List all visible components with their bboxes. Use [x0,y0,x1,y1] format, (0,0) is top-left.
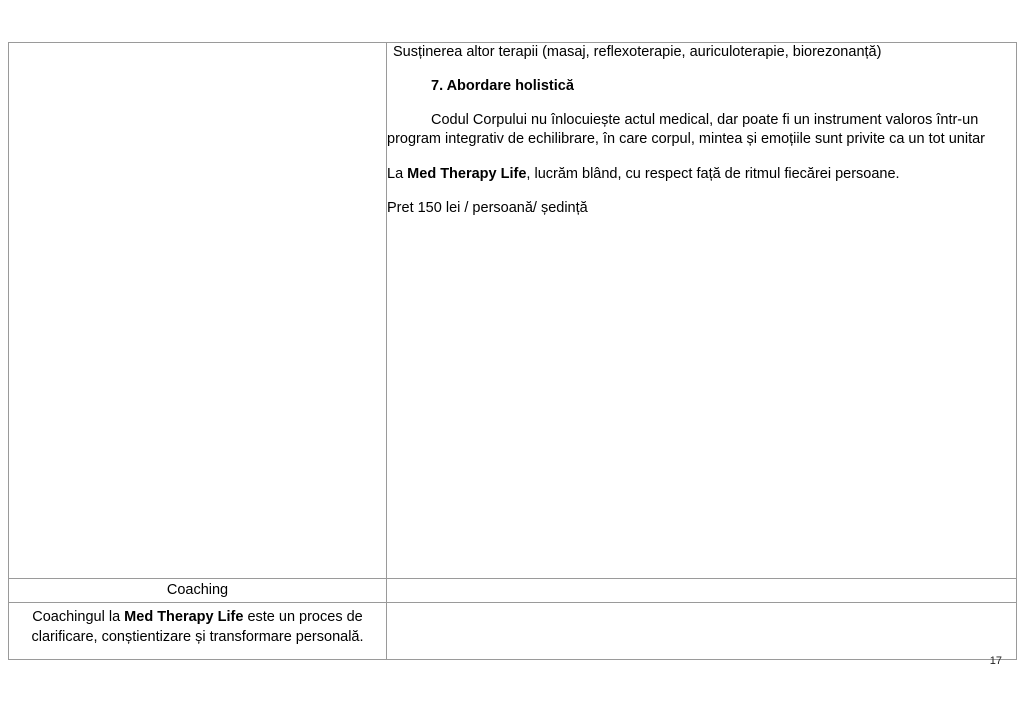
brand-statement-prefix: La [387,165,408,182]
price-line: Pret 150 lei / persoană/ ședință [387,199,588,216]
coaching-right-cell [387,579,1017,603]
brand-statement-line [387,165,1016,184]
page-number: 17 [989,655,1002,667]
table-row [9,603,1017,660]
coaching-desc-right-cell [387,603,1017,660]
main-left-cell [9,43,387,579]
brand-name: Med Therapy Life [407,165,527,182]
coaching-description-suffix: este un proces de clarificare, conștientizare și transformare personală. [31,609,364,645]
empty-left-content [9,43,386,578]
section-heading-holistic: 7. Abordare holistică [431,78,574,95]
coaching-description-prefix: Coachingul la [32,609,125,625]
holistic-paragraph: Codul Corpului nu înlocuiește actul medical, dar poate fi un instrument valoros într-un program integrativ de echilibrare, în care corpul, mintea și emoțiile sunt privite ca un tot unitar [387,112,986,148]
brand-statement-suffix: , lucrăm blând, cu respect față de ritmul fiecărei persoane. [526,165,900,182]
coaching-label-cell: Coaching [9,579,387,603]
table-row [9,579,1017,603]
table-body [9,43,1017,660]
content-table [8,42,1017,660]
support-therapies-line: Susținerea altor terapii (masaj, reflexoterapie, auriculoterapie, biorezonanță) [393,44,882,60]
table-row [9,43,1017,579]
coaching-description-cell [9,603,387,660]
brand-name: Med Therapy Life [124,609,244,625]
main-right-cell [387,43,1017,579]
